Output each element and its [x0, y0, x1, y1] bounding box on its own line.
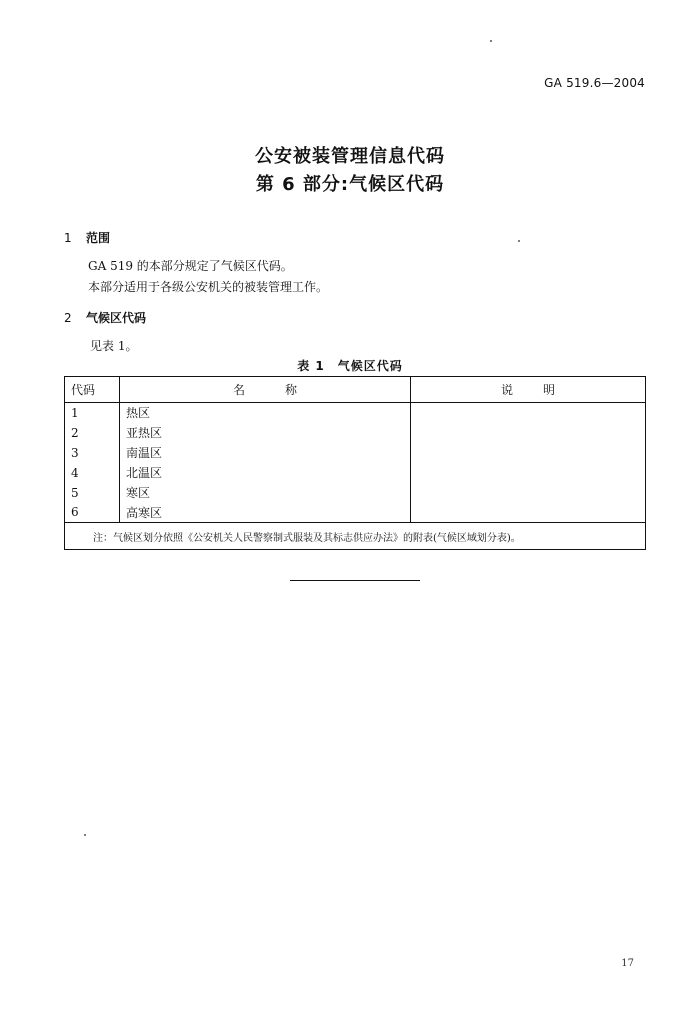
- section-1-paragraph-1: GA 519 的本部分规定了气候区代码。: [88, 259, 293, 273]
- section-1-heading: [64, 229, 110, 246]
- section-2-number: 2: [64, 311, 72, 325]
- row-name: 寒区: [120, 483, 411, 503]
- row-code: 6: [65, 503, 120, 523]
- end-rule: [290, 580, 420, 581]
- table-caption: 表 1 气候区代码: [297, 359, 403, 373]
- table-row: [65, 443, 646, 463]
- section-1-paragraph-2: 本部分适用于各级公安机关的被装管理工作。: [88, 280, 329, 294]
- row-code: 3: [65, 443, 120, 463]
- table-row: [65, 423, 646, 443]
- header-name: 名称: [120, 377, 411, 403]
- scan-speck: [84, 834, 86, 836]
- table-header-row: [65, 377, 646, 403]
- table-row: [65, 503, 646, 523]
- row-code: 1: [65, 403, 120, 423]
- row-description: [411, 423, 646, 443]
- row-description: [411, 463, 646, 483]
- row-description: [411, 483, 646, 503]
- climate-zone-table: [64, 376, 646, 550]
- row-name: 南温区: [120, 443, 411, 463]
- section-2-paragraph-1: 见表 1。: [90, 339, 138, 353]
- row-name: 亚热区: [120, 423, 411, 443]
- row-description: [411, 503, 646, 523]
- table-row: [65, 403, 646, 423]
- scan-speck: [518, 240, 520, 242]
- section-2-title: 气候区代码: [86, 311, 147, 325]
- scan-speck: [490, 40, 492, 42]
- section-1-title: 范围: [86, 231, 111, 245]
- row-name: 北温区: [120, 463, 411, 483]
- header-code: 代码: [65, 377, 120, 403]
- document-subtitle: 第 6 部分:气候区代码: [255, 174, 445, 195]
- table-note-row: [65, 523, 646, 550]
- row-code: 5: [65, 483, 120, 503]
- header-description: 说明: [411, 377, 646, 403]
- row-description: [411, 403, 646, 423]
- table-row: [65, 463, 646, 483]
- table-note: 注：气候区划分依照《公安机关人民警察制式服装及其标志供应办法》的附表(气候区域划分表)。: [65, 523, 646, 550]
- row-name: 高寒区: [120, 503, 411, 523]
- row-code: 4: [65, 463, 120, 483]
- document-title: 公安被装管理信息代码: [255, 146, 445, 167]
- table-row: [65, 483, 646, 503]
- section-2-heading: [64, 309, 146, 326]
- page-number: 17: [621, 958, 634, 969]
- row-code: 2: [65, 423, 120, 443]
- section-1-number: 1: [64, 231, 72, 245]
- row-name: 热区: [120, 403, 411, 423]
- row-description: [411, 443, 646, 463]
- standard-code: GA 519.6—2004: [544, 76, 645, 90]
